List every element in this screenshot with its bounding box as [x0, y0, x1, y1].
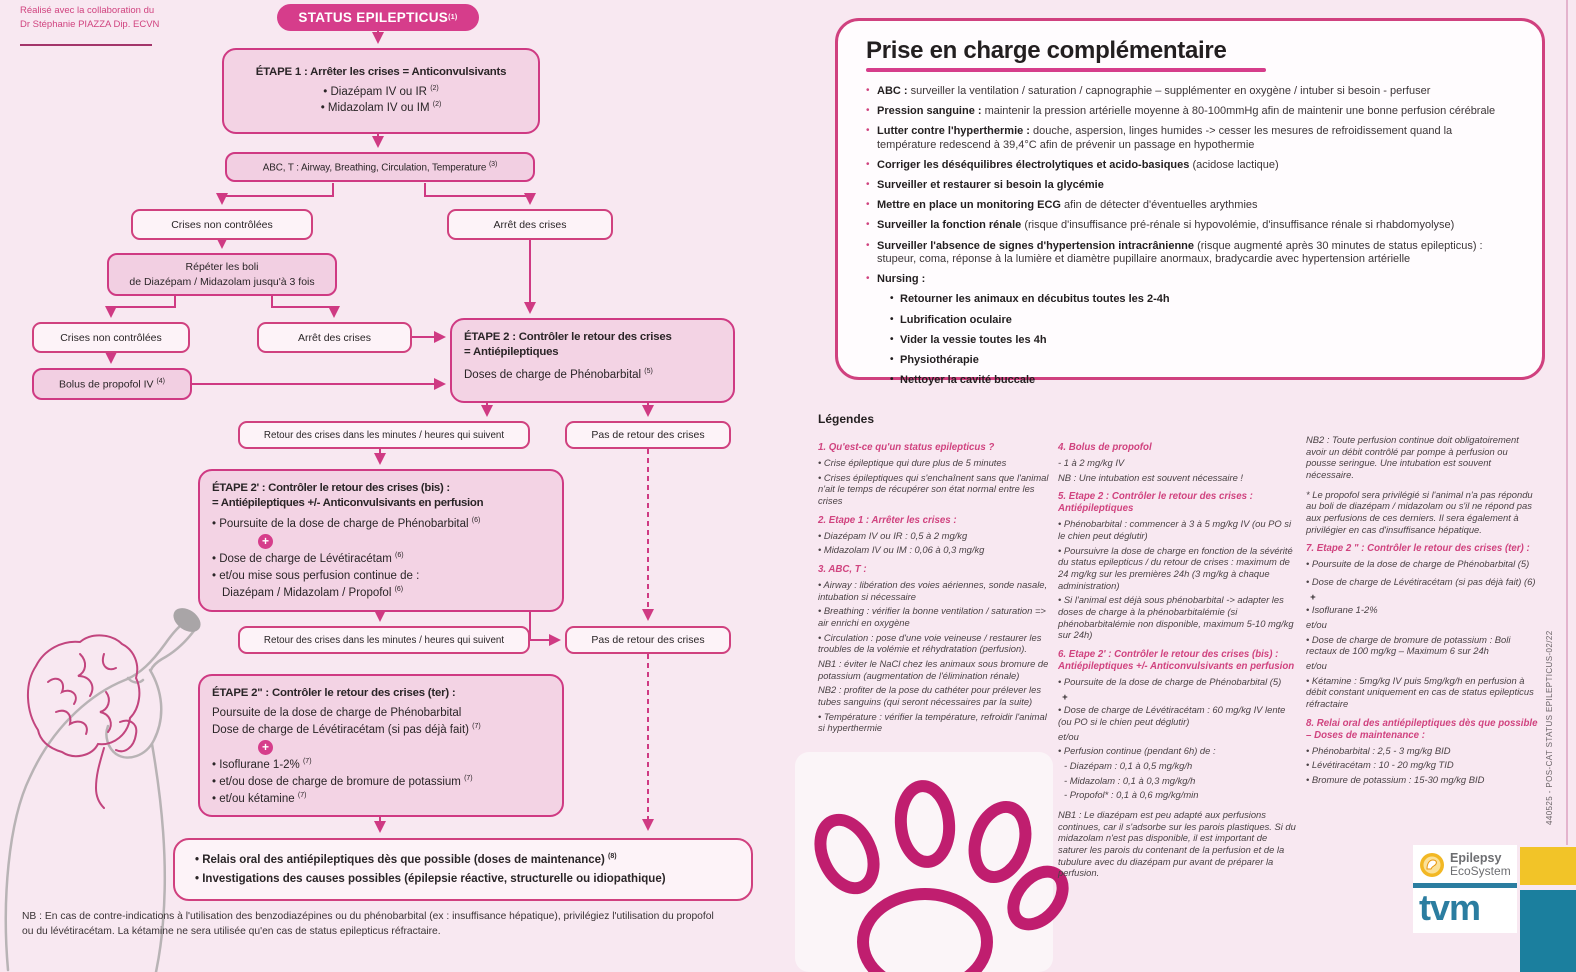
legend-line: • Crise épileptique qui dure plus de 5 minutes — [818, 457, 1007, 469]
care-item-ecg: • Mettre en place un monitoring ECG afin de détecter d'éventuelles arythmies — [866, 199, 1258, 212]
credit-note — [20, 4, 190, 32]
flow-crises-non-controlees-1: Crises non contrôlées — [131, 209, 313, 240]
etape2ter-item3: • et/ou kétamine $^{(7)}$ — [212, 791, 307, 805]
page-edge-line — [1566, 0, 1568, 845]
legend-line: • Bromure de potassium : 15-30 mg/kg BID — [1306, 773, 1485, 785]
legend-line: • Poursuite de la dose de charge de Phénobarbital (5) — [1058, 676, 1282, 688]
legend-note: NB : Une intubation est souvent nécessaire ! — [1058, 471, 1244, 483]
etape2bis-title1: ÉTAPE 2' : Contrôler le retour des crises (bis) : — [212, 482, 450, 494]
legend-plus: + — [1062, 690, 1068, 702]
paw-print-image — [795, 752, 1053, 972]
legend-line: - 1 à 2 mg/kg IV — [1058, 457, 1125, 469]
bullet-dot: • — [866, 159, 870, 170]
legend-note: NB1 : éviter le NaCl chez les animaux sous bromure de potassium (augmentation de l'élimination rénale) — [818, 657, 1049, 681]
repeter-line2: de Diazépam / Midazolam jusqu'à 3 fois — [129, 275, 315, 288]
legend-line: • Phénobarbital : commencer à 3 à 5 mg/kg IV (ou PO si le chien peut déglutir) — [1058, 518, 1292, 542]
bullet-dot: • — [866, 125, 870, 137]
legend-line: • Si l'animal est déjà sous phénobarbital -> adapter les doses de charge à la phénobarbitalémie (si phénobarbitalémie non disponible, maximum 5-10 mg/kg sur 24h) — [1058, 594, 1294, 641]
etape2ter-line2: Dose de charge de Lévétiracétam (si pas déjà fait) $^{(7)}$ — [212, 722, 481, 736]
tvm-logo: tvm — [1419, 887, 1481, 928]
care-item-pression: • Pression sanguine : maintenir la pression artérielle moyenne à 80-100mmHg afin de maintenir une bonne perfusion cérébrale — [866, 105, 1496, 118]
bullet-dot: • — [866, 105, 870, 117]
legend-heading: 1. Qu'est-ce qu'un status epilepticus ? — [818, 442, 995, 453]
legend-line: • Perfusion continue (pendant 6h) de : — [1058, 745, 1216, 757]
teal-block — [1520, 890, 1576, 972]
etape2ter-line1: Poursuite de la dose de charge de Phénobarbital — [212, 706, 462, 719]
etape2-title2: = Antiépileptiques — [464, 345, 559, 358]
final-item2: • Investigations des causes possibles (épilepsie réactive, structurelle ou idiopathique) — [195, 872, 666, 885]
etape2ter-item1: • Isoflurane 1-2% $^{(7)}$ — [212, 758, 312, 772]
etape1-item2: • Midazolam IV ou IM $^{(2)}$ — [320, 101, 442, 115]
flow-abct-box — [225, 152, 535, 182]
etape2ter-item2: • et/ou dose de charge de bromure de potassium $^{(7)}$ — [212, 775, 473, 788]
flow-title-sup: (1) — [448, 14, 458, 21]
yellow-block — [1520, 847, 1576, 885]
bullet-dot: • — [866, 219, 870, 231]
etape1-title: ÉTAPE 1 : Arrêter les crises = Anticonvulsivants — [255, 65, 507, 78]
legend-line: • Dose de charge de Lévétiracétam (si pas déjà fait) (6) — [1306, 575, 1536, 587]
legend-line: • Kétamine : 5mg/kg IV puis 5mg/kg/h en perfusion à débit constant uniquement en cas de status epilepticus réfractaire — [1306, 674, 1534, 709]
abct-label: ABC, T : Airway, Breathing, Circulation, Temperature $^{(3)}$ — [262, 160, 498, 174]
legend-line: • Poursuivre la dose de charge en fonction de la sévérité du status epilepticus / du retour de crises : maximum de 24 mg/kg sur les premières 24h (3 mg/kg à chaque administration) — [1058, 544, 1293, 591]
legend-line: • Crises épileptiques qui s'enchaînent sans que l'animal n'ait le temps de récupérer son état normal entre les crises — [818, 471, 1049, 506]
etape2-body: Doses de charge de Phénobarbital $^{(5)}$ — [464, 367, 653, 381]
etape2bis-item1: • Poursuite de la dose de charge de Phénobarbital $^{(6)}$ — [212, 516, 481, 530]
legends-column-3 — [1306, 434, 1538, 789]
legend-line: • Phénobarbital : 2,5 - 3 mg/kg BID — [1306, 744, 1451, 756]
etape2-title1: ÉTAPE 2 : Contrôler le retour des crises — [464, 331, 672, 343]
legend-line: • Airway : libération des voies aériennes, sonde nasale, intubation si nécessaire — [818, 579, 1048, 602]
care-panel-title: Prise en charge complémentaire — [866, 37, 1227, 64]
care-item-hyperthermie: • Lutter contre l'hyperthermie : douche, aspersion, linges humides -> cesser les mesures de refroidissement quand la température redescend à 39,4°C afin de prévenir un passage en hypothermie — [866, 125, 1453, 151]
care-item-renale: • Surveiller la fonction rénale (risque d'insuffisance pré-rénale si hypovolémie, d'insuffisance rénale si rhabdomyolyse) — [866, 219, 1455, 232]
repeter-line1: Répéter les boli — [185, 261, 259, 274]
plus-icon: + — [258, 534, 273, 549]
flow-retour-crises-2: Retour des crises dans les minutes / heures qui suivent — [238, 626, 530, 654]
flow-title-pill — [277, 4, 479, 31]
bullet-dot: • — [866, 199, 870, 211]
etape2bis-item3a: • et/ou mise sous perfusion continue de : — [212, 570, 420, 582]
etape2bis-item2: • Dose de charge de Lévétiracétam $^{(6)}$ — [212, 552, 404, 566]
legend-line: • Diazépam IV ou IR : 0,5 à 2 mg/kg — [818, 529, 968, 541]
flow-pas-retour-1: Pas de retour des crises — [565, 421, 731, 449]
legend-note: NB2 : Toute perfusion continue doit obligatoirement avoir un débit contrôlé par pompe à perfusion ou pousse seringue. Une intubation est souvent nécessaire. — [1306, 434, 1519, 480]
legend-heading: 4. Bolus de propofol — [1058, 442, 1152, 453]
logo-card — [1413, 845, 1517, 933]
bullet-dot: • — [866, 239, 870, 251]
legend-line: • Circulation : pose d'une voie veineuse / restaurer les troubles de la volémie et réhydratation (perfusion). — [818, 631, 1042, 655]
care-item-hypertension: • Surveiller l'absence de signes d'hypertension intracrânienne (risque augmenté après 30 minutes de status epilepticus) : stupeur, coma, réponse à la lumière et diamètre pupillaire anormaux, bradycardie avec hypertension artérielle — [866, 239, 1483, 266]
etape2ter-title: ÉTAPE 2" : Contrôler le retour des crises (ter) : — [212, 687, 456, 699]
care-item-glycemie: • Surveiller et restaurer si besoin la glycémie — [866, 179, 1104, 192]
flow-final-box — [173, 838, 753, 901]
flow-retour-crises-1: Retour des crises dans les minutes / heures qui suivent — [238, 421, 530, 449]
title-underline — [866, 68, 1266, 72]
legends-column-2 — [1058, 434, 1298, 882]
legend-heading: 2. Etape 1 : Arrêter les crises : — [818, 514, 957, 526]
nursing-item-lubrification: • Lubrification oculaire — [890, 313, 1012, 326]
flow-crises-non-controlees-2: Crises non contrôlées — [32, 322, 190, 353]
flow-etape1-box — [222, 48, 540, 134]
epilepsy-logo-icon — [1419, 852, 1445, 878]
legend-etou: et/ou — [1306, 659, 1327, 671]
nursing-item-decubitus: • Retourner les animaux en décubitus toutes les 2-4h — [890, 293, 1170, 306]
legend-heading: 8. Relai oral des antiépileptiques dès que possible – Doses de maintenance : — [1306, 717, 1538, 741]
legend-line: • Poursuite de la dose de charge de Phénobarbital (5) — [1306, 558, 1530, 570]
care-item-abc: • ABC : surveiller la ventilation / saturation / capnographie – supplémenter en oxygène / intuber si besoin - perfuser — [866, 85, 1431, 97]
brain-sketch — [28, 635, 139, 808]
flow-arret-crises-2: Arrêt des crises — [257, 322, 412, 353]
legend-line: • Dose de charge de bromure de potassium : Boli rectaux de 100 mg/kg – Maximum 6 sur 24h — [1306, 633, 1511, 657]
legend-note: * Le propofol sera privilégié si l'animal n'a pas répondu au boli de diazépam / midazolam ou s'il ne répond pas aux perfusions de ces derniers. Il sera également à privilégier en cas d'insuffisance hépatique. — [1306, 488, 1533, 535]
legends-column-1 — [818, 434, 1050, 737]
legends-title: Légendes — [818, 412, 875, 426]
legend-etou: et/ou — [1058, 730, 1079, 742]
bolus-label: Bolus de propofol IV $^{(4)}$ — [58, 377, 166, 391]
nursing-item-bouche: • Nettoyer la cavité buccale — [890, 374, 1036, 387]
bottom-nb-note: NB : En cas de contre-indications à l'utilisation des benzodiazépines ou du phénobarbital (ex : insuffisance hépatique), privilégiez l'utilisation du propofol ou du lévétiracétam. La kétamine ne sera utilisée qu'en cas de status epilepticus réfractaire. — [22, 911, 714, 937]
epilepsy-logo-text: Epilepsy EcoSystem — [1450, 851, 1511, 879]
credit-line1: Réalisé avec la collaboration du — [20, 5, 155, 16]
legend-line: • Isoflurane 1-2% — [1306, 604, 1378, 616]
legend-heading: 6. Etape 2' : Contrôler le retour des crises (bis) : Antiépileptiques +/- Anticonvulsivants en perfusion — [1058, 648, 1295, 672]
legend-line: • Midazolam IV ou IM : 0,06 à 0,3 mg/kg — [818, 544, 985, 556]
flow-etape2ter-box — [198, 674, 564, 817]
care-item-nursing: • Nursing : — [866, 273, 926, 286]
flow-etape2bis-box — [198, 469, 564, 612]
epilepsy-ecosystem-logo — [1413, 845, 1517, 883]
etape2bis-title2: = Antiépileptiques +/- Anticonvulsivants en perfusion — [212, 496, 484, 509]
care-panel — [835, 18, 1545, 387]
legend-line: • Température : vérifier la température, refroidir l'animal si hyperthermie — [818, 710, 1047, 734]
final-item1: • Relais oral des antiépileptiques dès que possible (doses de maintenance) $^{(8)}$ — [195, 853, 617, 867]
plus-icon: + — [258, 740, 273, 755]
bullet-dot: • — [866, 179, 870, 191]
bullet-dot: • — [866, 85, 870, 96]
legend-line: • Breathing : vérifier la bonne ventilation / saturation => air enrichi en oxygène — [818, 605, 1046, 628]
flow-arret-crises-1: Arrêt des crises — [447, 209, 613, 240]
legend-heading: 5. Etape 2 : Contrôler le retour des crises : Antiépileptiques — [1058, 491, 1253, 515]
legend-line: • Lévétiracétam : 10 - 20 mg/kg TID — [1306, 759, 1454, 771]
flow-bolus-propofol-box — [32, 368, 192, 400]
legend-note: NB1 : Le diazépam est peu adapté aux perfusions continues, car il s'adsorbe sur les parois plastiques. Si du midazolam n'est pas disponible, il est important de saturer les parois du contenant de la perfusion et de la tubulure avec du diazépam pur avant de préparer la perfusion. — [1058, 808, 1296, 879]
legend-subline: - Midazolam : 0,1 à 0,3 mg/kg/h — [1064, 774, 1196, 786]
reference-code: 440525 - POS-CAT STATUS EPILEPTICUS-02/22 — [1545, 630, 1554, 825]
nursing-item-physiotherapie: • Physiothérapie — [890, 353, 979, 366]
flow-etape2-box — [450, 318, 735, 403]
bullet-dot: • — [866, 273, 870, 285]
etape2bis-item3b: Diazépam / Midazolam / Propofol $^{(6)}$ — [222, 585, 404, 599]
legend-note: NB2 : profiter de la pose du cathéter pour prélever les tubes sanguins (qui seront nécessaires par la suite) — [818, 684, 1042, 707]
flow-title: STATUS EPILEPTICUS — [298, 10, 449, 25]
legend-heading: 3. ABC, T : — [818, 564, 867, 575]
etape1-item1: • Diazépam IV ou IR $^{(2)}$ — [323, 84, 439, 98]
nursing-item-vessie: • Vider la vessie toutes les 4h — [890, 333, 1047, 346]
credit-divider — [20, 44, 152, 46]
legend-line: • Dose de charge de Lévétiracétam : 60 mg/kg IV lente (ou PO si le chien peut déglutir) — [1058, 704, 1286, 727]
legend-plus: + — [1310, 590, 1316, 602]
legend-heading: 7. Etape 2 " : Contrôler le retour des crises (ter) : — [1306, 543, 1530, 555]
legend-subline: - Propofol* : 0,1 à 0,6 mg/kg/min — [1064, 789, 1199, 801]
flow-repeter-box — [107, 253, 337, 296]
care-item-electrolytes: • Corriger les déséquilibres électrolytiques et acido-basiques (acidose lactique) — [866, 159, 1279, 171]
credit-line2: Dr Stéphanie PIAZZA Dip. ECVN — [20, 18, 160, 30]
legend-subline: - Diazépam : 0,1 à 0,5 mg/kg/h — [1064, 759, 1193, 771]
legend-etou: et/ou — [1306, 618, 1327, 630]
flow-pas-retour-2: Pas de retour des crises — [565, 626, 731, 654]
